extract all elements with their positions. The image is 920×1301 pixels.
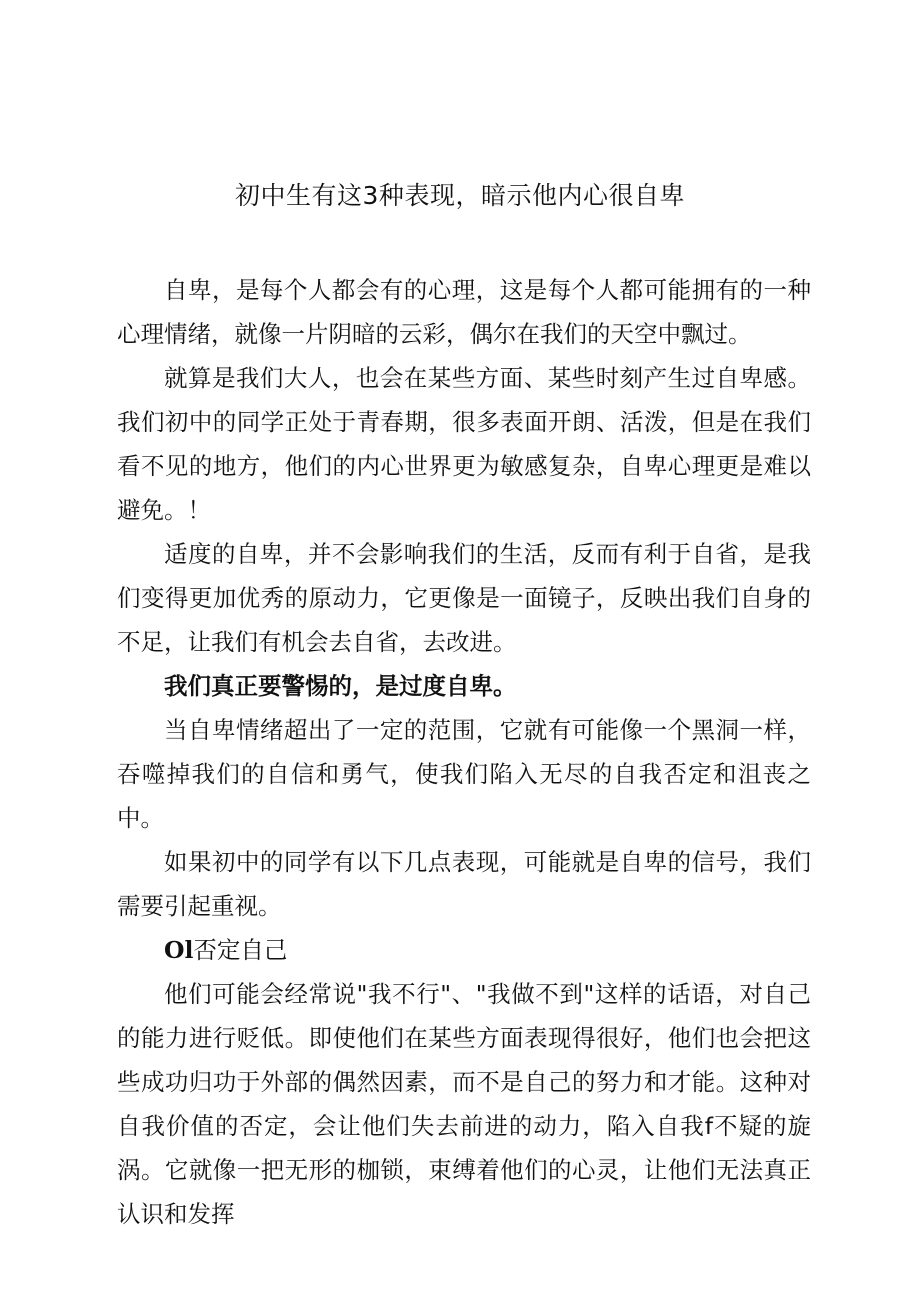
document-title: 初中生有这3种表现，暗示他内心很自卑 (235, 181, 685, 210)
paragraph-2: 就算是我们大人，也会在某些方面、某些时刻产生过自卑感。我们初中的同学正处于青春期，很多表面开朗、活泼，但是在我们看不见的地方，他们的内心世界更为敏感复杂，自卑心理更是难以避免。！ (117, 364, 811, 524)
section-number: Ol (164, 936, 194, 964)
paragraph-1: 自卑，是每个人都会有的心理，这是每个人都可能拥有的一种心理情绪，就像一片阴暗的云彩，偶尔在我们的天空中飘过。 (117, 276, 811, 348)
paragraph-6: 如果初中的同学有以下几点表现，可能就是自卑的信号，我们需要引起重视。 (117, 848, 811, 920)
document-body (117, 268, 811, 1236)
paragraph-3: 适度的自卑，并不会影响我们的生活，反而有利于自省，是我们变得更加优秀的原动力，它更像是一面镜子，反映出我们自身的不足，让我们有机会去自省，去改进。 (117, 540, 811, 656)
section-heading-text: 否定自己 (193, 936, 288, 964)
paragraph-8: 他们可能会经常说"我不行"、"我做不到"这样的话语，对自己的能力进行贬低。即使他们在某些方面表现得很好，他们也会把这些成功归功于外部的偶然因素，而不是自己的努力和才能。这种对自我价值的否定，会让他们失去前进的动力，陷入自我f不疑的旋涡。它就像一把无形的枷锁，束缚着他们的心灵，让他们无法真正认识和发挥 (117, 980, 811, 1228)
paragraph-5: 当自卑情绪超出了一定的范围，它就有可能像一个黑洞一样，吞噬掉我们的自信和勇气，使我们陷入无尽的自我否定和沮丧之中。 (117, 716, 811, 832)
section-heading (117, 928, 811, 972)
emphasis-paragraph: 我们真正要警惕的，是过度自卑。 (164, 672, 517, 700)
